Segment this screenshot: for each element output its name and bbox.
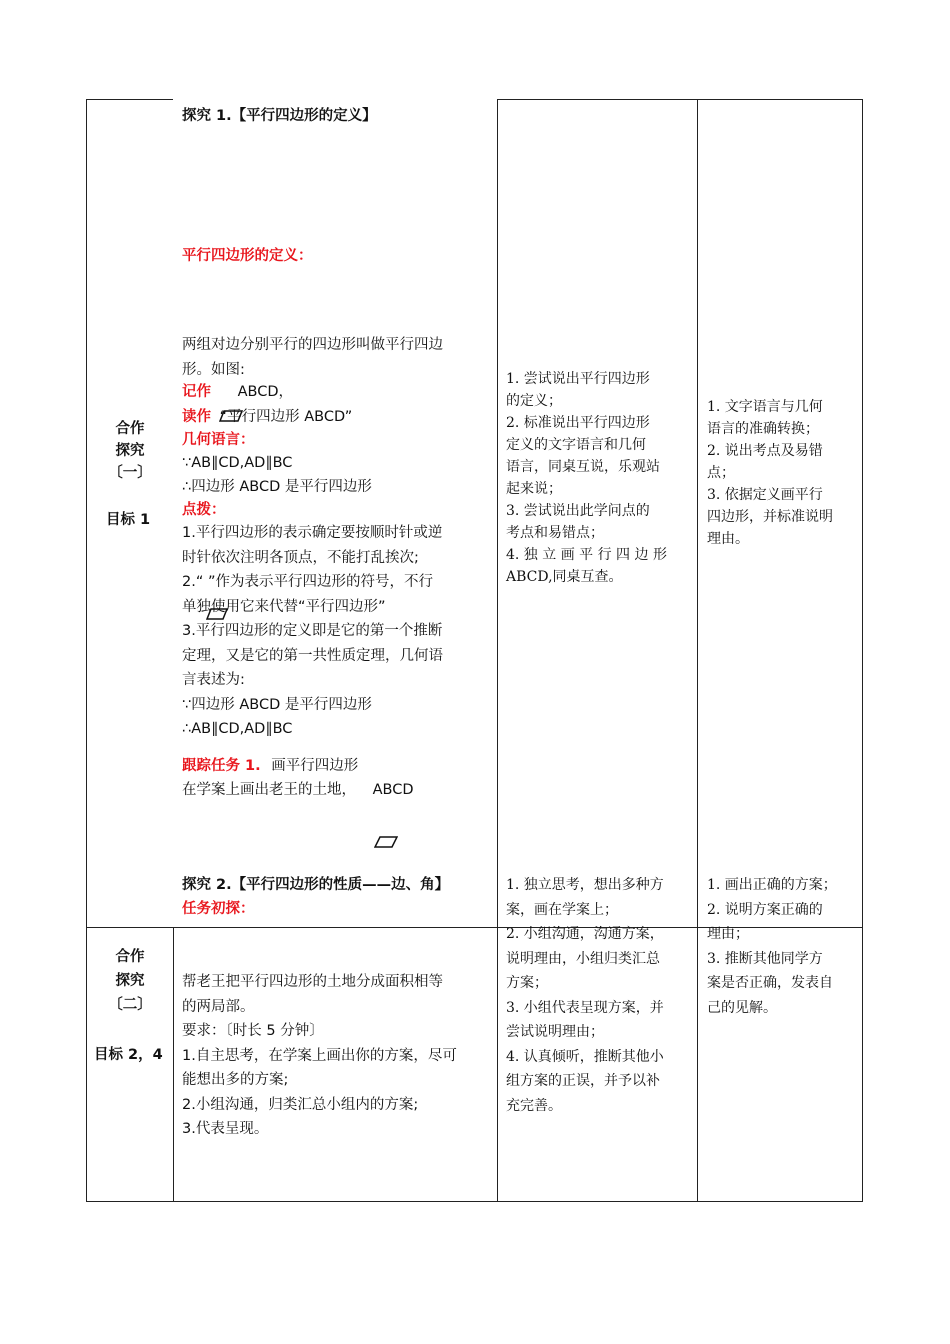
list-item: 语言，同桌互说，乐观站 (506, 459, 660, 475)
table-left-border (86, 99, 87, 1202)
student-column-divider (697, 99, 698, 1202)
list-item: 3. 小组代表呈现方案，并 (506, 999, 664, 1016)
table-top-left-border (86, 99, 173, 100)
list-item: 2.小组沟通，归类汇总小组内的方案; (182, 1096, 419, 1113)
tracking-task-detail: 在学案上画出老王的土地， ABCD (182, 782, 414, 798)
row1-student-activity (506, 368, 667, 588)
list-item: 起来说； (506, 481, 562, 497)
list-item: 方案； (506, 975, 548, 991)
list-item: 1.自主思考，在学案上画出你的方案，尽可 (182, 1047, 457, 1064)
list-item: 己的见解。 (707, 999, 777, 1016)
list-item: 理由。 (707, 531, 749, 547)
list-item: 3. 尝试说出此学问点的 (506, 503, 650, 519)
list-item: 2. 小组沟通，沟通方案， (506, 926, 664, 942)
list-item: 四边形，并标准说明 (707, 509, 833, 525)
list-item: 2. 标准说出平行四边形 (506, 415, 650, 431)
list-item: 1. 画出正确的方案； (707, 877, 837, 893)
row2-content (182, 970, 457, 1142)
content-column-divider (497, 99, 498, 1202)
geometry-statement-2: ∴四边形 ABCD 是平行四边形 (182, 479, 372, 495)
row2-teacher-activity (707, 873, 837, 1020)
geometry-statement-1: ∵AB∥CD,AD∥BC (182, 455, 293, 471)
list-item: 说明理由，小组归类汇总 (506, 950, 660, 967)
parallelogram-symbol-icon (219, 409, 243, 423)
tracking-task: 跟踪任务 1. 画平行四边形 (182, 758, 359, 774)
list-item: 2. 说明方案正确的 (707, 901, 823, 918)
definition-text: 两组对边分别平行的四边形叫做平行四边 形。如图: (182, 337, 443, 378)
list-item: 言表述为: (182, 672, 245, 688)
table-top-right-border (497, 99, 863, 100)
list-item: 1. 文字语言与几何 (707, 399, 823, 415)
definition-title: 平行四边形的定义： (182, 248, 313, 264)
explore2-heading: 探究 2.【平行四边形的性质——边、角】 (182, 877, 450, 893)
list-item: 4. 认真倾听，推断其他小 (506, 1048, 664, 1065)
notation-line: 记作 ABCD， (182, 384, 294, 400)
reading-line: 读作 “平行四边形 ABCD” (182, 409, 353, 425)
table-right-border (862, 99, 863, 1202)
list-item: 3. 依据定义画平行 (707, 487, 823, 503)
list-item: 的定义； (506, 393, 562, 409)
row2-label: 合作 探究 〔二〕 (108, 949, 152, 1013)
list-item: 4. 独 立 画 平 行 四 边 形 (506, 547, 667, 563)
row1-goal: 目标 1 (106, 512, 151, 528)
list-item: 1. 独立思考，想出多种方 (506, 877, 664, 893)
list-item: 要求：〔时长 5 分钟〕 (182, 1023, 324, 1039)
list-item: 1. 尝试说出平行四边形 (506, 371, 650, 387)
list-item: ∵四边形 ABCD 是平行四边形 (182, 696, 372, 713)
list-item: 充完善。 (506, 1097, 562, 1114)
list-item: 定理，又是它的第一共性质定理，几何语 (182, 647, 443, 664)
tip-title: 点拨： (182, 502, 226, 518)
list-item: 2.“ ”作为表示平行四边形的符号，不行 (182, 574, 433, 590)
row1-label: 合作 探究 〔一〕 (108, 421, 152, 481)
geometry-language-title: 几何语言： (182, 432, 255, 448)
list-item: 时针依次注明各顶点，不能打乱挨次; (182, 549, 419, 566)
list-item: 理由； (707, 926, 749, 942)
row2-goal: 目标 2，4 (94, 1047, 163, 1063)
list-item: 的两局部。 (182, 998, 255, 1015)
list-item: ABCD,同桌互查。 (506, 569, 623, 585)
list-item: 尝试说明理由； (506, 1024, 604, 1040)
list-item: 单独使用它来代替“平行四边形” (182, 598, 386, 615)
list-item: 案是否正确，发表自 (707, 975, 833, 991)
parallelogram-symbol-icon (374, 835, 398, 849)
task-explore-title: 任务初探： (182, 901, 255, 917)
label-column-divider (173, 927, 174, 1202)
list-item: 3. 推断其他同学方 (707, 950, 823, 967)
row1-teacher-activity (707, 396, 833, 550)
list-item: 2. 说出考点及易错 (707, 443, 823, 459)
table-bottom-border (86, 1201, 863, 1202)
list-item: 点； (707, 465, 735, 481)
list-item: ∴AB∥CD,AD∥BC (182, 721, 293, 737)
list-item: 帮老王把平行四边形的土地分成面积相等 (182, 974, 443, 990)
list-item: 3.平行四边形的定义即是它的第一个推断 (182, 623, 443, 639)
list-item: 语言的准确转换； (707, 421, 819, 437)
list-item: 考点和易错点； (506, 525, 604, 541)
list-item: 定义的文字语言和几何 (506, 437, 646, 453)
list-item: 1.平行四边形的表示确定要按顺时针或逆 (182, 525, 443, 541)
list-item: 案，画在学案上； (506, 901, 618, 918)
tip-list (182, 521, 443, 742)
list-item: 能想出多的方案; (182, 1072, 289, 1088)
parallelogram-symbol-icon (206, 607, 228, 621)
list-item: 3.代表呈现。 (182, 1121, 269, 1137)
list-item: 组方案的正误，并予以补 (506, 1073, 660, 1089)
row2-student-activity (506, 873, 664, 1118)
explore1-heading: 探究 1.【平行四边形的定义】 (182, 108, 377, 124)
